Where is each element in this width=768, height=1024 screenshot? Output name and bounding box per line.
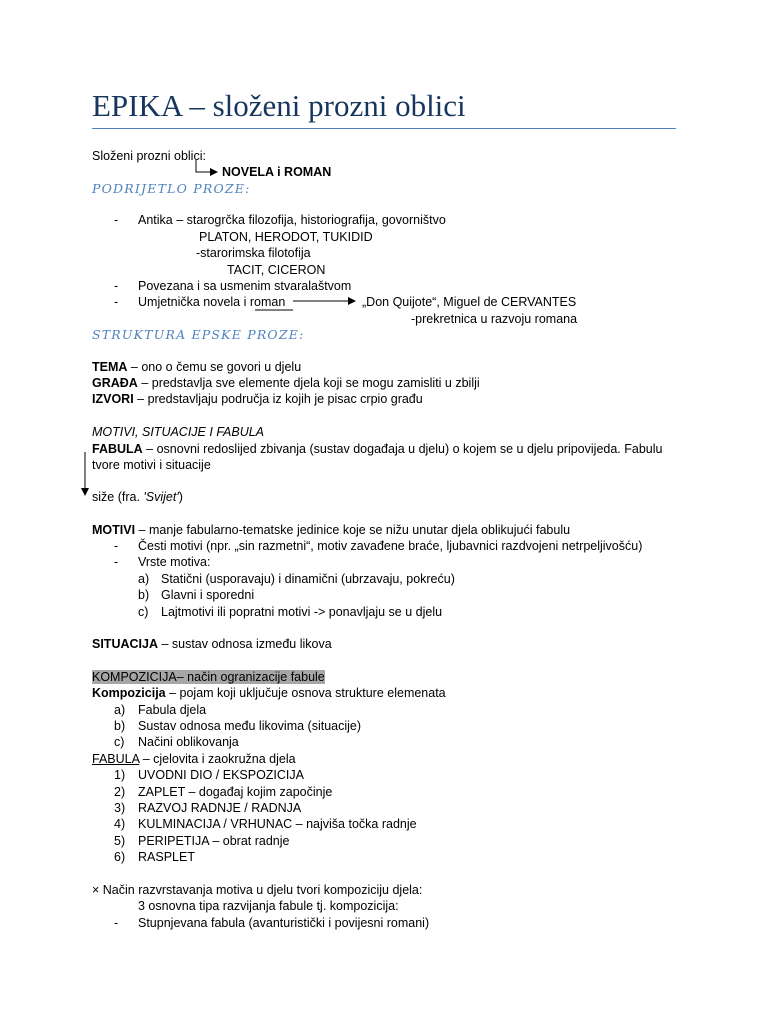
kompozicija-marker: c) bbox=[114, 735, 125, 749]
fabula-text: – osnovni redoslijed zbivanja (sustav događaja u djelu) o kojem se u djelu pripovijeda. Fabulu bbox=[142, 442, 663, 456]
numbered-marker: 4) bbox=[114, 817, 126, 831]
prekretnica-note: -prekretnica u razvoju romana bbox=[411, 312, 578, 326]
grada-term: GRAĐA bbox=[92, 376, 138, 390]
situacija-term: SITUACIJA bbox=[92, 637, 158, 651]
rimska-item: -starorimska filotofija bbox=[196, 246, 311, 260]
numbered-marker: 1) bbox=[114, 768, 126, 782]
dash-marker: - bbox=[114, 555, 119, 569]
numbered-item: KULMINACIJA / VRHUNAC – najviša točka radnje bbox=[138, 817, 417, 831]
novela-item bbox=[138, 294, 285, 310]
page-title: EPIKA – složeni prozni oblici bbox=[92, 88, 466, 123]
usmeno-item: Povezana i sa usmenim stvaralaštvom bbox=[138, 279, 352, 293]
numbered-marker: 5) bbox=[114, 834, 126, 848]
motivi-bullet-2: Vrste motiva: bbox=[138, 555, 211, 569]
izvori-text: – predstavljaju područja iz kojih je pisac crpio građu bbox=[133, 392, 423, 406]
motivi-sub-item: Glavni i sporedni bbox=[161, 588, 255, 602]
fabula-def-line bbox=[92, 751, 296, 767]
tema-text: – ono o čemu se govori u djelu bbox=[127, 360, 302, 374]
grada-line bbox=[92, 375, 480, 391]
dash-marker: - bbox=[114, 279, 119, 293]
numbered-item: UVODNI DIO / EKSPOZICIJA bbox=[138, 768, 304, 782]
closing-bullet: Stupnjevana fabula (avanturistički i povijesni romani) bbox=[138, 916, 430, 930]
closing-line-2: 3 osnovna tipa razvijanja fabule tj. kompozicija: bbox=[138, 899, 399, 913]
tema-term: TEMA bbox=[92, 360, 128, 374]
arrow-fabula-to-syuzhet bbox=[81, 452, 89, 496]
dash-marker: - bbox=[114, 916, 119, 930]
motivi-sub-marker: c) bbox=[138, 605, 149, 619]
numbered-item: RAZVOJ RADNJE / RADNJA bbox=[138, 801, 302, 815]
motivi-line bbox=[92, 522, 570, 538]
intro-target: NOVELA i ROMAN bbox=[222, 165, 332, 179]
motivi-text: – manje fabularno-tematske jedinice koje se nižu unutar djela oblikujući fabulu bbox=[135, 523, 571, 537]
motivi-sub-marker: a) bbox=[138, 572, 150, 586]
numbered-item: PERIPETIJA – obrat radnje bbox=[138, 834, 290, 848]
motivi-heading: MOTIVI, SITUACIJE I FABULA bbox=[92, 425, 265, 439]
arrow-roman-to-quijote bbox=[293, 297, 356, 305]
quijote-item: „Don Quijote“, Miguel de CERVANTES bbox=[362, 295, 577, 309]
kompozicija-text: – pojam koji uključuje osnova strukture elemenata bbox=[165, 686, 446, 700]
syuzhet-pre: siže (fra. bbox=[92, 490, 144, 504]
heading-struktura: STRUKTURA EPSKE PROZE: bbox=[92, 327, 305, 342]
motivi-bullet-1: Česti motivi (npr. „sin razmetni“, motiv zavađene braće, ljubavnici razdvojeni netrpeljivošću) bbox=[138, 539, 643, 553]
situacija-text: – sustav odnosa između likova bbox=[157, 637, 332, 651]
heading-podrijetlo: PODRIJETLO PROZE: bbox=[92, 181, 251, 196]
fabula-line2: tvore motivi i situacije bbox=[92, 458, 211, 472]
kompozicija-marker: b) bbox=[114, 719, 126, 733]
kompozicija-highlight-term: KOMPOZICIJA bbox=[92, 670, 177, 684]
dash-marker: - bbox=[114, 213, 119, 227]
kompozicija-highlight-text: – način ogranizacije fabule bbox=[176, 670, 325, 684]
dash-marker: - bbox=[114, 295, 119, 309]
novela-prefix: Umjetnička novela i bbox=[138, 295, 250, 309]
fabula-def-text: – cjelovita i zaokružna djela bbox=[139, 752, 296, 766]
numbered-item: RASPLET bbox=[138, 850, 195, 864]
izvori-term: IZVORI bbox=[92, 392, 134, 406]
kompozicija-term: Kompozicija bbox=[92, 686, 166, 700]
fabula-line1 bbox=[92, 441, 662, 457]
motivi-term: MOTIVI bbox=[92, 523, 136, 537]
dash-marker: - bbox=[114, 539, 119, 553]
kompozicija-highlight-line bbox=[92, 669, 325, 685]
syuzhet-italic: 'Svijet' bbox=[143, 490, 179, 504]
syuzhet-post: ) bbox=[178, 490, 183, 504]
kompozicija-item: Fabula djela bbox=[138, 703, 207, 717]
syuzhet-line bbox=[92, 489, 183, 505]
intro-label: Složeni prozni oblici: bbox=[92, 149, 206, 163]
kompozicija-item: Sustav odnosa među likovima (situacije) bbox=[138, 719, 362, 733]
tema-line bbox=[92, 359, 301, 375]
fabula-def-term: FABULA bbox=[92, 752, 140, 766]
numbered-marker: 6) bbox=[114, 850, 126, 864]
rimska-authors: TACIT, CICERON bbox=[227, 263, 326, 277]
antika-authors: PLATON, HERODOT, TUKIDID bbox=[199, 230, 373, 244]
numbered-marker: 2) bbox=[114, 785, 126, 799]
izvori-line bbox=[92, 391, 423, 407]
motivi-sub-item: Statični (usporavaju) i dinamični (ubrzavaju, pokreću) bbox=[161, 572, 455, 586]
situacija-line bbox=[92, 636, 332, 652]
kompozicija-marker: a) bbox=[114, 703, 126, 717]
kompozicija-item: Načini oblikovanja bbox=[138, 735, 239, 749]
roman-word: roman bbox=[249, 295, 286, 309]
numbered-item: ZAPLET – događaj kojim započinje bbox=[138, 785, 333, 799]
closing-line-1: × Način razvrstavanja motiva u djelu tvori kompoziciju djela: bbox=[92, 883, 423, 897]
grada-text: – predstavlja sve elemente djela koji se mogu zamisliti u zbilji bbox=[137, 376, 480, 390]
kompozicija-line bbox=[92, 685, 446, 701]
fabula-term: FABULA bbox=[92, 442, 143, 456]
numbered-marker: 3) bbox=[114, 801, 126, 815]
motivi-sub-item: Lajtmotivi ili popratni motivi -> ponavljaju se u djelu bbox=[161, 605, 443, 619]
antika-item: Antika – starogrčka filozofija, historiografija, govorništvo bbox=[138, 213, 446, 227]
motivi-sub-marker: b) bbox=[138, 588, 150, 602]
